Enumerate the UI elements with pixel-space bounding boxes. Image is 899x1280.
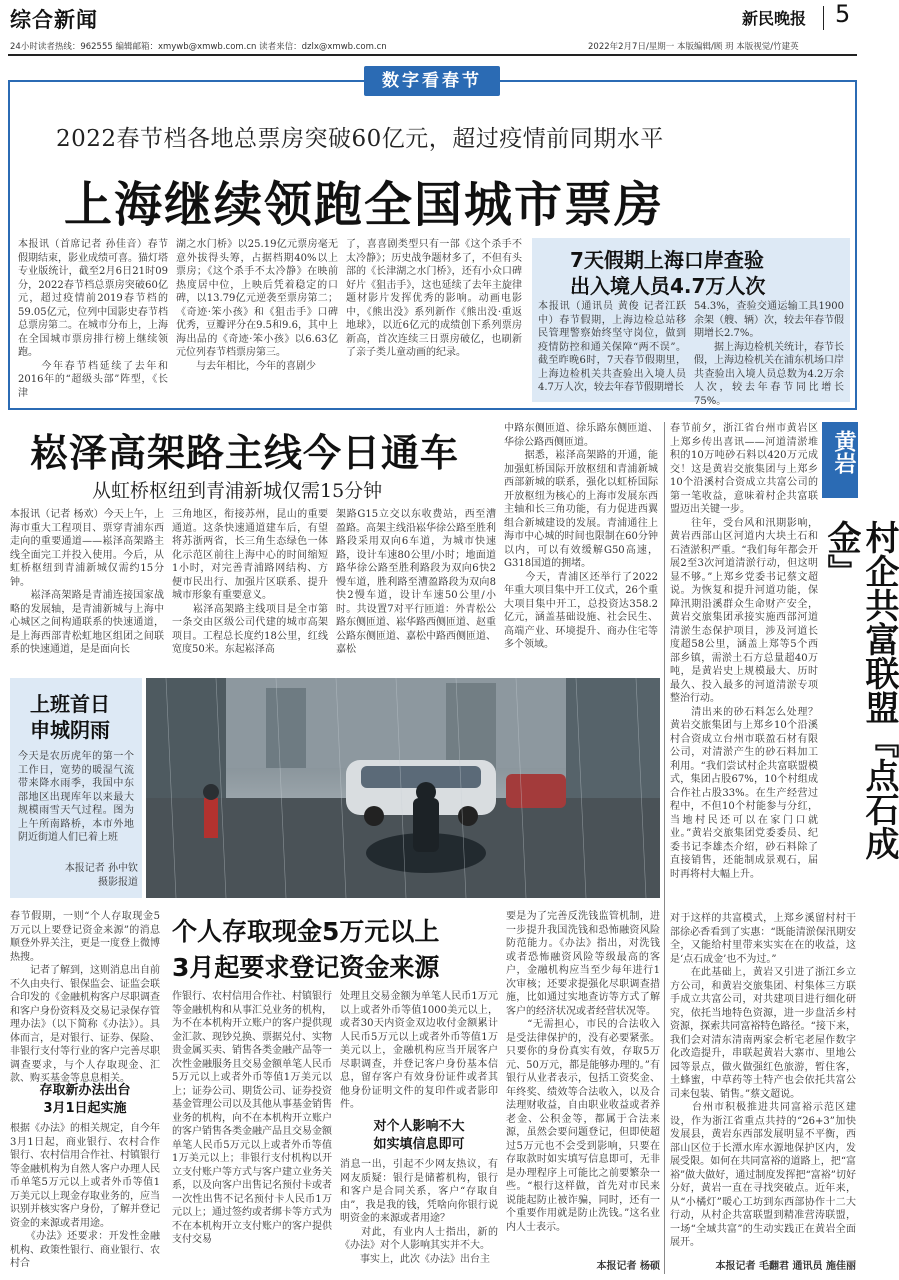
cash-headline-1: 个人存取现金5万元以上 [172, 917, 440, 946]
cash-col-3b: 消息一出，引起不少网友热议，有网友质疑：银行是储蓄机构，银行和客户是合同关系，客户“存取自由”，我是我的钱，凭啥向你银行说明资金的来源或者用途？ 对此，有业内人士指出，新的《办法》对个人影响其实并不大。 事实上，此次《办法》出台主 [340, 1159, 498, 1265]
feature-headline: 上海继续领跑全国城市票房 [64, 177, 665, 233]
cash-headline-2: 3月起要求登记资金来源 [172, 953, 440, 982]
feature-subtitle: 2022春节档各地总票房突破60亿元，超过疫情前同期水平 [56, 126, 664, 152]
rainy-street-photo [146, 678, 660, 898]
photo-title-2: 申城阴雨 [30, 718, 110, 742]
feature-col-2: 湖之水门桥》以25.19亿元票房毫无意外拔得头筹，占据档期40%以上票房；《这个杀手不太冷静》在映前热度居中位，上映后凭着稳定的口碑，以13.79亿元逆袭至票房第二；《奇迹·笨小孩》和《狙击手》口碑优秀，豆瓣评分在9.5和9.6，其中上海出品的《奇迹·笨小孩》以6.63亿元位列春节档票房第三。 与去年相比，今年的喜剧少 [176, 239, 338, 372]
feature-top-right-rule [500, 80, 857, 82]
photo-title-1: 上班首日 [30, 692, 110, 716]
village-col-top: 春节前夕，浙江省台州市黄岩区上郑乡传出喜讯——河道清淤堆积的10万吨砂石料以420万元成交！这是黄岩交旅集团与上郑乡10个沿溪村合资成立共富公司的第一笔收益，意味着村企共富联盟迈出关键一步。 往年，受台风和汛期影响，黄岩西部山区河道内大块土石和石渣淤积严重。“我们每年都会开展2至3次河道清淤行动，但这明显不够。”上郑乡党委书记蔡文超说。为恢复和提升河道功能，保障汛期沿溪群众生命财产安全，黄岩交旅集团承接实施西部河道清淤生态保护项目，涉及河道长度超58公里，涵盖上郑等5个西部乡镇，需淤土石方总量超40万吨，是黄岩史上规模最大、历时最久、投入最多的河道清淤专项整治行动。 清出来的砂石料怎么处理？黄岩交旅集团与上郑乡10个沿溪村合资成立台州市联盈石材有限公司，对清淤产生的砂石料加工利用。“我们尝试村企共富联盟模式，集团占股67%，10个村组成合作社占股33%。在生产经营过程中，不但10个村能参与分红，当地村民还可以在家门口就业。”黄岩交旅集团党委委员、纪委书记李雄杰介绍，砂石料除了直接销售，还能制成景观石，届时再将村大幅上升。 [670, 423, 818, 880]
port-title-2: 出入境人员4.7万人次 [570, 274, 766, 298]
cash-col-2: 作银行、农村信用合作社、村镇银行等金融机构和从事汇兑业务的机构，为不在本机构开立账户的客户提供现金汇款、现钞兑换、票据兑付、实物贵金属买卖、销售各类金融产品等一次性金融服务且交易金额单笔人民币5万元以上或者外币等值1万美元以上；证券公司、期货公司、证券投资基金管理公司以及其他从事基金销售业务的机构，向不在本机构开立账户的客户销售各类金融产品且交易金额单笔人民币5万元以上或者外币等值1万美元以上；非银行支付机构以开立支付账户等方式与客户建立业务关系，以及向客户出售记名预付卡或者一次性出售不记名预付卡人民币1万元以上；通过签约或者绑卡等方式为不在本机构开立支付账户的客户提供支付交易 [172, 991, 332, 1245]
road-subtitle: 从虹桥枢纽到青浦新城仅需15分钟 [92, 480, 383, 502]
cash-left-col: 春节假期，一则“个人存取现金5万元以上要登记资金来源”的消息顺登外界关注，更是一度登上微博热搜。 记者了解到，这则消息出自前不久由央行、银保监会、证监会联合印发的《金融机构客户尽职调查和客户身份资料及交易记录保存管理办法》（以下简称《办法》）。具体而言，是对银行、证券、保险、非银行支付等行业的客户完善尽职调查要求，与个人存取现金、汇款、购买基金等息息相关。 [10, 911, 160, 1084]
feature-banner: 数字看春节 [364, 66, 500, 96]
feature-col-3: 了，喜喜剧类型只有一部《这个杀手不太冷静》；历史战争题材多了，不但有头部的《长津湖之水门桥》，还有小众口碑好片《狙击手》，这也延续了去年主旋律题材影片发挥优秀的影响。动画电影中，《熊出没》系列新作《熊出没·重返地球》，以近6亿元的成绩创下系列票房新高，首次连续三日票房破亿，也刷新了亲子类儿童动画的纪录。 [346, 239, 522, 358]
village-tag: 黄岩 [831, 430, 856, 474]
road-col-1: 本报讯（记者 杨欢）今天上午，上海市重大工程项目、票穿青浦东西走向的重要通道——崧泽高架路主线全面完工并投入使用。今后，从虹桥枢纽到青浦新城仅需约15分钟。 崧泽高架路是青浦连接国家战略的发展轴，是青浦新城与上海中心城区之间构通联系的快速通道，是上海西部青松虹地区组团之间联系的快速通道，是是面向长 [10, 509, 164, 655]
village-col-bottom: 对于这样的共富模式，上郑乡溪留村村干部徐必香看到了实惠：“既能清淤保汛期安全，又能给村里带来实实在在的收益，这是‘点石成金’也不为过。” 在此基础上，黄岩又引进了浙江乡立方公司，和黄岩交旅集团、村集体三方联手成立共富公司，对共建项目进行细化研究，依托当地特色资源，进一步盘活乡村资源，探索共同富裕特色路径。“接下来，我们会对清东清南两家会析宅老屋作数字化改造提升，串联起黄岩大寨市、里地公园等景点，做火做强红色旅游，暂住客，土蜂蜜，中草药等土特产也会依托共富公司来包装、销售。”蔡文超说。 台州市积极推进共同富裕示范区建设，作为浙江省重点共持的“26+3”加快发展县，黄岩东西部发展明显不平衡，西部山区位于长潭水库水源地保护区内，发展受限。如何在共同富裕的道路上，把“富裕”做大做好，通过制度发挥把“富裕”切好分好，黄岩一直在寻找突破点。近年来，从“小橘灯”暖心工坊到东西部协作十二大行动，从村企共富联盟到精准营涛联盟，一场“全域共富”的生动实践正在黄岩全面展开。 [670, 913, 856, 1248]
masthead-rule [8, 54, 857, 56]
photo-credit-2: 摄影报道 [98, 877, 138, 888]
village-credit: 本报记者 毛翻君 通讯员 施佳丽 [715, 1261, 856, 1272]
feature-col-1: 本报讯（首席记者 孙佳音）春节假期结束，影业成绩可喜。猫灯塔专业版统计，截至2月6日21时09分，2022春节档总票房突破60亿元，超过疫情前2019春节档的59.05亿元，位列中国影史春节档总票房第二。在城市分布上，上海在全国城市票房排行榜上继续领跑。 今年春节档延续了去年和2016年的“超级头部”阵型，《长津 [18, 239, 168, 399]
page-number: 5 [835, 0, 851, 28]
paper-name: 新民晚报 [742, 9, 807, 28]
cash-col3-sub-1: 对个人影响不大 [373, 1119, 465, 1134]
cash-credit: 本报记者 杨硕 [596, 1261, 660, 1272]
feature-top-left-rule [8, 80, 364, 82]
photo-caption: 今天是农历虎年的第一个工作日，宽势的暖湿气流带来降水雨季，我国中东部地区出现库年以来最大规模雨雪天气过程。图为上午所南路桥，本市外地阴近街道人们已着上班 [18, 751, 134, 843]
cash-col3-sub-2: 如实填信息即可 [373, 1137, 465, 1152]
road-col-4: 中路东侧匝道、徐乐路东侧匝道、华徐公路西侧匝道。 据悉，崧泽高架路的开通，能加强虹桥国际开放枢纽和青浦新城西部新城的联系，强化以虹桥国际开放枢纽为核心的上海市发展东西主轴和长三角功能，有力促进西翼组合新城建设的发展。青浦通往上海市中心城的时间也限制在60分钟以内，可以有效缓解G50高速，G318国道的拥堵。 今天，青浦区还举行了2022年重大项目集中开工仪式，26个重大项目集中开工，总投资达358.2亿元，涵盖基础设施、社会民生、高端产业、环境提升、商办住宅等多个领域。 [504, 423, 658, 650]
port-title-1: 7天假期上海口岸查验 [570, 248, 764, 272]
cash-col-4: 要是为了完善反洗钱监管机制，进一步提升我国洗钱和恐怖融资风险防范能力。《办法》指出，对洗钱或者恐怖融资风险等级最高的客户，金融机构应当至少每年进行1次审核；还要求提强化尽职调查措施，比如通过实地查访等方式了解客户的经济状况或者经营状况等。 “无需担心，市民的合法收入是受法律保护的，没有必要紧张。只要你的身份真实有效，存取5万元、50万元，都是能够办理的。”有银行从业者表示，包括工资奖金、年终奖、绩效等合法收入，以及合法理财收益，自由职业收益或者养老金、公积金等，都属于合法来源，虽然会要问题登记，但即使超过5万元也不会受到影响，只要在存取款时如实填写信息即可，无非是办理程序上可能比之前要繁杂一些。“根行这样做，首先对市民来说能起防止被诈骗，同时，还有一个重要作用就是防止洗钱。”这名业内人士表示。 [506, 911, 660, 1233]
hotline-line: 24小时读者热线：962555 编辑邮箱：xmywb@xmwb.com.cn 读者来信：dzlx@xmwb.com.cn [10, 42, 387, 52]
cash-left-sub-2: 3月1日起实施 [43, 1101, 127, 1116]
photo-illustration [146, 678, 660, 898]
road-headline: 崧泽高架路主线今日通车 [30, 431, 460, 475]
port-col-2: 54.3%，查验交通运输工具1900余架（艘、辆）次，较去年春节假期增长2.7%。 据上海边检机关统计，春节长假，上海边检机关在浦东机场口岸共查验出入境人员总数为4.2万余人次，较去年春节同比增长75%。 [694, 301, 844, 407]
village-headline: 村企共富联盟『点石成金』 [821, 520, 899, 860]
cash-left-sub-1: 存取新办法出台 [39, 1083, 131, 1098]
road-col-2: 三角地区，衔接苏州，昆山的重要通道。这条快速通道建车后，有望将苏浙两省，长三角生态绿色一体化示范区前往上海中心的时间缩短1小时，对完善青浦路网结构、方便市民出行、加强片区联系、提升城市形象有重要意义。 崧泽高架路主线项目是全市第一条交由区级公司代建的城市高架项目。工程总长度约18公里，红线宽度50米。东起崧泽高 [172, 509, 328, 655]
section-name: 综合新闻 [10, 8, 98, 32]
photo-credit-1: 本报记者 孙中钦 [64, 863, 138, 874]
road-col-3: 架路G15立交以东收费站，西至漕盈路。高架主线沿崧华徐公路至胜利路段采用双向6车道，为城市快速路，设计车速80公里/小时；地面道路华徐公路至胜利路段为双向6快2慢车道，胜利路至漕盈路段为双向8快2慢车道，设计车速50公里/小时。共设置7对平行匝道：外青松公路东侧匝道、崧华路西侧匝道、赵重公路东侧匝道、嘉松中路西侧匝道、嘉松 [336, 509, 496, 655]
port-col-1: 本报讯（通讯员 黄俊 记者江跃中）春节假期，上海边检总站移民管理警察始终坚守岗位，做到疫情防控和通关保障“两不误”。截至昨晚6时，7天春节假期里，上海边检机关共查验出入境人员4.7万人次，较去年春节假期增长 [538, 301, 686, 393]
right-column-divider [664, 422, 665, 1274]
masthead-divider [823, 6, 824, 30]
cash-left-col-2: 根据《办法》的相关规定，自今年3月1日起，商业银行、农村合作银行、农村信用合作社、村镇银行等金融机构为自然人客户办理人民币单笔5万元以上或者外币等值1万美元以上现金存取业务的，应当识别并核实客户身份，了解并登记资金的来源或者用途。 《办法》还要求：开发性金融机构、政策性银行、商业银行、农村合 [10, 1123, 160, 1269]
date-line: 2022年2月7日/星期一 本版编辑/顾 玥 本版视觉/竹建英 [588, 42, 799, 52]
cash-col-3: 处理且交易金额为单笔人民币1万元以上或者外币等值1000美元以上，或者30天内资金双边收付金额累计人民币5万元以上或者外币等值1万美元以上，金融机构应当开展客户尽职调查，并登记客户身份基本信息，留存客户有效身份证件或者其他身份证明文件的复印件或者影印件。 [340, 991, 498, 1110]
